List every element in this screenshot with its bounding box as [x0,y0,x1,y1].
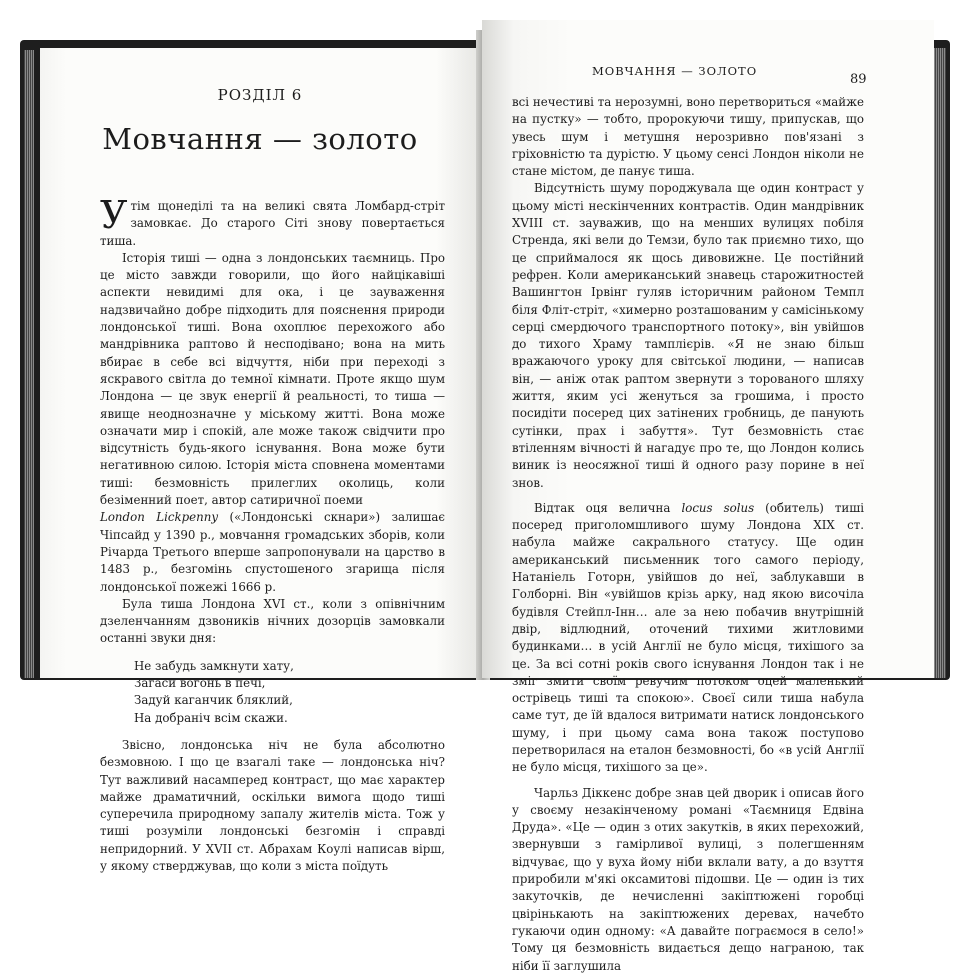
poem-title: London Lickpenny [100,510,219,525]
paragraph: Звісно, лондонська ніч не була абсолютно безмовною. І що це взагалі таке — лондонська ніч? Тут важливий насамперед контраст, що має характер майже драматичний, оскільки вимога щодо тиші суперечила природному запалу жителів міста. Тож у тиші розуміли лондонські безгомін і справді непридорний. У XVII ст. Абрахам Коулі написав вірш, у якому стверджував, що коли з міста поїдуть [100,737,445,873]
paragraph: Відсутність шуму породжувала ще один контраст у цьому місті нескінченних контрастів. Один мандрівник XVIII ст. зауважив, що на менших вулицях побіля Стренда, які вели до Темзи, було так приємно тихо, що це сприймалося як щось дивовижне. Це постійний рефрен. Коли американський знавець старожитностей Вашингтон Ірвінг гуляв історичним районом Темпл біля Фліт-стріт, «химерно розташованим у самісінькому серці смердючого транспортного потоку», він увійшов до тихого Храму тамплієрів. «Я не знаю більш вражаючого уроку для світської людини, — написав він, — аніж отак раптом звернути з торованого шляху життя, яким усі женуться за грошима, і просто посидіти посеред цих затінених гробниць, де панують сутінки, прах і забуття». Тут безмовність стає втіленням вічності й нагадує про те, що Лондон колись виник із неосяжної тиші й одного разу порине в неї знов. [512,181,864,490]
poem-line: Задуй каганчик бляклий, [134,693,293,708]
poem-line: Загаси вогонь в печі, [134,676,266,691]
right-body-text [512,94,864,975]
poem-line: Не забудь замкнути хату, [134,658,294,673]
paragraph: Історія тиші — одна з лондонських таємниць. Про це місто завжди говорили, що його найцікавіші аспекти невидимі для ока, і це зауваження надзвичайно добре підходить для пояснення природи лондонської тиші. Вона охоплює перехожого або мандрівника раптово й несподівано; вона на мить вбирає в себе всі відчуття, ніби при переході з яскравого світла до темної кімнати. Проте якщо шум Лондона — це звук енергії й реальності, то тиша — явище неоднозначне у міському житті. Вона може означати мир і спокій, але може також свідчити про відсутність будь-якого існування. Вона може бути негативною силою. Історія міста сповнена моментами тиші: безмовність прилеглих околиць, коли безіменний поет, автор сатиричної поеми [100,250,445,508]
chapter-label: РОЗДІЛ 6 [217,86,303,104]
page-number: 89 [850,72,867,87]
page-edges-right [934,48,946,678]
italic-phrase: locus solus [681,500,755,515]
left-page [40,48,480,873]
chapter-title: Мовчання — золото [102,122,418,156]
paragraph: London Lickpenny («Лондонські скнари») залишає Чіпсайд у 1390 р., мовчання громадських зборів, коли Річарда Третього вперше запропонували на царство в 1483 р., безгомінь спустошеного згарища після лондонської пожежі 1666 р. [100,510,445,594]
poem-quote [134,658,445,727]
paragraph: всі нечестиві та нерозумні, воно перетвориться «майже на пустку» — тобто, пророкуючи тишу, припускав, що увесь шум і метушня нерозривно пов'язані з гріховністю та дурістю. У цьому сенсі Лондон ніколи не стане містом, де панує тиша. [512,95,864,179]
poem-line: На добраніч всім скажи. [134,710,288,725]
drop-cap: У [100,193,128,237]
page-edges-left [24,50,34,678]
left-body-text [100,193,445,875]
paragraph: Відтак оця велична locus solus (обитель) тиші посеред приголомшливого шуму Лондона XIX ст. набула майже сакрального статусу. Ще один американський письменник того самого періоду, Натаніель Готорн, увійшов до неї, заблукавши в Голборні. Він «увійшов крізь арку, над якою височіла будівля Стейпл-Інн… але за нею побачив внутрішній двір, відлюдний, оточений тихими житловими будинками… в усій Англії не було місця, тихішого за це. За всі сотні років свого існування Лондон так і не зміг змити своїм ревучим потоком оцей маленький острівець тиші та спокою». Своєї сили тиша набула саме тут, де їй вдалося витримати натиск лондонського шуму, і при цьому сама вона також поступово перетворилася на еталон безмовності, бо «в усій Англії не було місця, тихішого за це». [512,500,864,775]
right-page [482,20,934,973]
paragraph: Була тиша Лондона XVI ст., коли з опівнічним дзеленчанням дзвоників нічних дозорців замовкали останні звуки дня: [100,596,445,646]
running-head: МОВЧАННЯ — ЗОЛОТО [592,64,758,78]
paragraph: Чарльз Діккенс добре знав цей дворик і описав його у своєму незакінченому романі «Таємниця Едвіна Друда». «Це — один з отих закутків, в яких перехожий, звернувши з гамірливої вулиці, з полегшенням відчуває, що у вуха йому ніби вклали вату, а до взуття приробили м'які оксамитові підошви. Це — один із тих закуточків, де нечисленні закіптюжені горобці цвірінькають на закіптюжених деревах, начебто гукаючи один одному: «А давайте пограємося в село!» Тому ця безмовність видається дещо награною, так ніби її заглушила [512,785,864,973]
paragraph: Утім щонеділі та на великі свята Ломбард-стріт замовкає. До старого Сіті знову повертається тиша. [100,193,445,248]
